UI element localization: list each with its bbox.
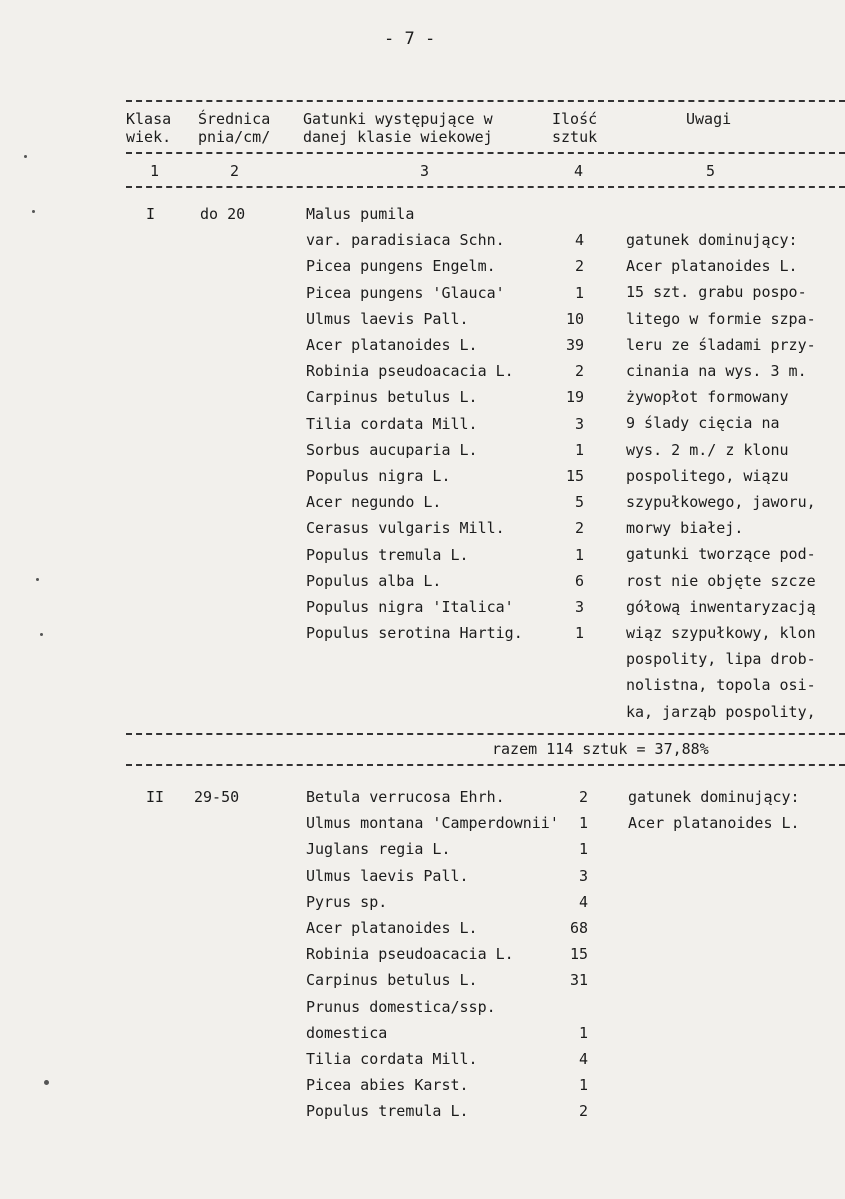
class1-bottom-rule	[126, 733, 845, 735]
species-count: 2	[574, 362, 584, 381]
species-name: Cerasus vulgaris Mill.	[306, 519, 505, 538]
species-count: 1	[578, 840, 588, 859]
class2-srednica: 29-50	[194, 788, 240, 806]
header-col2-line1: Średnica	[198, 110, 271, 128]
species-count: 68	[569, 919, 588, 937]
remark-line: wys. 2 m./ z klonu	[626, 440, 789, 459]
species-count: 1	[578, 814, 588, 833]
remark-line: rost nie objęte szcze	[626, 571, 816, 590]
header-col1-line2: wiek.	[126, 128, 172, 146]
species-count: 19	[565, 388, 584, 407]
remark-line: gółową inwentaryzacją	[626, 597, 816, 616]
margin-speck	[40, 633, 43, 636]
remark-line: ka, jarząb pospolity,	[626, 702, 816, 721]
species-count: 1	[574, 283, 584, 302]
species-name: Ulmus laevis Pall.	[306, 309, 469, 328]
species-name: Acer negundo L.	[306, 493, 442, 512]
species-count: 4	[578, 1050, 588, 1068]
species-name: Populus serotina Hartig.	[306, 624, 523, 643]
species-name: Acer platanoides L.	[306, 919, 478, 937]
remark-line: Acer platanoides L.	[628, 814, 800, 833]
remark-line: litego w formie szpa-	[626, 309, 816, 328]
species-name: Robinia pseudoacacia L.	[306, 362, 514, 381]
margin-speck	[36, 578, 39, 581]
species-name: Populus nigra L.	[306, 467, 451, 485]
species-count: 1	[574, 624, 584, 643]
species-name: Betula verrucosa Ehrh.	[306, 788, 505, 806]
species-count: 2	[574, 257, 584, 276]
species-count: 2	[578, 1102, 588, 1121]
species-count: 15	[565, 467, 584, 485]
remark-line: nolistna, topola osi-	[626, 676, 816, 695]
species-name: Juglans regia L.	[306, 840, 451, 859]
header-col2-line2: pnia/cm/	[198, 128, 271, 146]
remark-line: żywopłot formowany	[626, 388, 789, 407]
species-count: 2	[574, 519, 584, 538]
remark-line: gatunek dominujący:	[628, 788, 800, 806]
species-name: domestica	[306, 1023, 388, 1042]
class2-klasa: II	[146, 788, 165, 806]
margin-speck	[32, 210, 35, 213]
table-top-rule	[126, 100, 845, 102]
header-col4-line1: Ilość	[552, 110, 598, 128]
header-col1-line1: Klasa	[126, 110, 172, 128]
species-count: 10	[565, 309, 584, 328]
header-col4-line2: sztuk	[552, 128, 598, 146]
species-name: var. paradisiaca Schn.	[306, 231, 505, 250]
species-count: 5	[574, 493, 584, 512]
species-count: 3	[578, 866, 588, 885]
col-numbers-rule	[126, 186, 845, 188]
species-name: Carpinus betulus L.	[306, 388, 478, 407]
header-bottom-rule	[126, 152, 845, 154]
species-name: Picea pungens Engelm.	[306, 257, 496, 276]
class1-subtotal: razem 114 sztuk = 37,88%	[492, 740, 709, 758]
col-number-2: 2	[230, 162, 240, 180]
species-name: Acer platanoides L.	[306, 336, 478, 354]
species-name: Ulmus laevis Pall.	[306, 866, 469, 885]
species-name: Robinia pseudoacacia L.	[306, 945, 514, 964]
col-number-3: 3	[420, 162, 430, 180]
species-count: 3	[574, 598, 584, 616]
species-count: 6	[574, 571, 584, 590]
species-name: Malus pumila	[306, 205, 415, 223]
species-count: 31	[569, 971, 588, 990]
species-name: Populus alba L.	[306, 571, 442, 590]
species-name: Sorbus aucuparia L.	[306, 440, 478, 459]
page-number: - 7 -	[384, 29, 436, 49]
col-number-5: 5	[706, 162, 716, 180]
remark-line: pospolitego, wiązu	[626, 466, 789, 485]
subtotal-bottom-rule	[126, 764, 845, 766]
header-col3-line2: danej klasie wiekowej	[303, 128, 493, 146]
margin-speck	[24, 155, 27, 158]
species-name: Populus tremula L.	[306, 545, 469, 564]
species-name: Pyrus sp.	[306, 892, 388, 911]
remark-line: szypułkowego, jaworu,	[626, 493, 816, 511]
remark-line: wiąz szypułkowy, klon	[626, 624, 816, 642]
header-col5-line1: Uwagi	[686, 110, 732, 128]
species-name: Ulmus montana 'Camperdownii'	[306, 814, 559, 833]
remark-line: 15 szt. grabu pospo-	[626, 283, 807, 302]
species-count: 1	[578, 1023, 588, 1042]
species-name: Prunus domestica/ssp.	[306, 997, 496, 1016]
header-col3-line1: Gatunki występujące w	[303, 110, 493, 128]
species-count: 2	[578, 788, 588, 806]
remark-line: pospolity, lipa drob-	[626, 650, 816, 669]
species-name: Populus nigra 'Italica'	[306, 598, 514, 616]
remark-line: 9 ślady cięcia na	[626, 414, 780, 433]
species-count: 15	[569, 945, 588, 964]
remark-line: gatunek dominujący:	[626, 231, 798, 249]
species-count: 1	[574, 545, 584, 564]
remark-line: leru ze śladami przy-	[626, 335, 816, 354]
col-number-1: 1	[150, 162, 160, 180]
species-name: Picea abies Karst.	[306, 1076, 469, 1095]
species-count: 4	[578, 892, 588, 911]
species-name: Picea pungens 'Glauca'	[306, 283, 505, 302]
species-name: Populus tremula L.	[306, 1102, 469, 1121]
species-count: 1	[578, 1076, 588, 1095]
class1-srednica: do 20	[200, 205, 246, 223]
remark-line: gatunki tworzące pod-	[626, 545, 816, 564]
species-count: 4	[574, 231, 584, 250]
species-count: 1	[574, 440, 584, 459]
class1-klasa: I	[146, 205, 156, 223]
remark-line: cinania na wys. 3 m.	[626, 362, 807, 380]
species-name: Tilia cordata Mill.	[306, 1050, 478, 1068]
species-count: 3	[574, 414, 584, 433]
col-number-4: 4	[574, 162, 584, 180]
remark-line: morwy białej.	[626, 519, 744, 538]
species-name: Tilia cordata Mill.	[306, 414, 478, 433]
remark-line: Acer platanoides L.	[626, 257, 798, 276]
margin-speck	[44, 1080, 49, 1085]
species-count: 39	[565, 336, 584, 354]
species-name: Carpinus betulus L.	[306, 971, 478, 990]
